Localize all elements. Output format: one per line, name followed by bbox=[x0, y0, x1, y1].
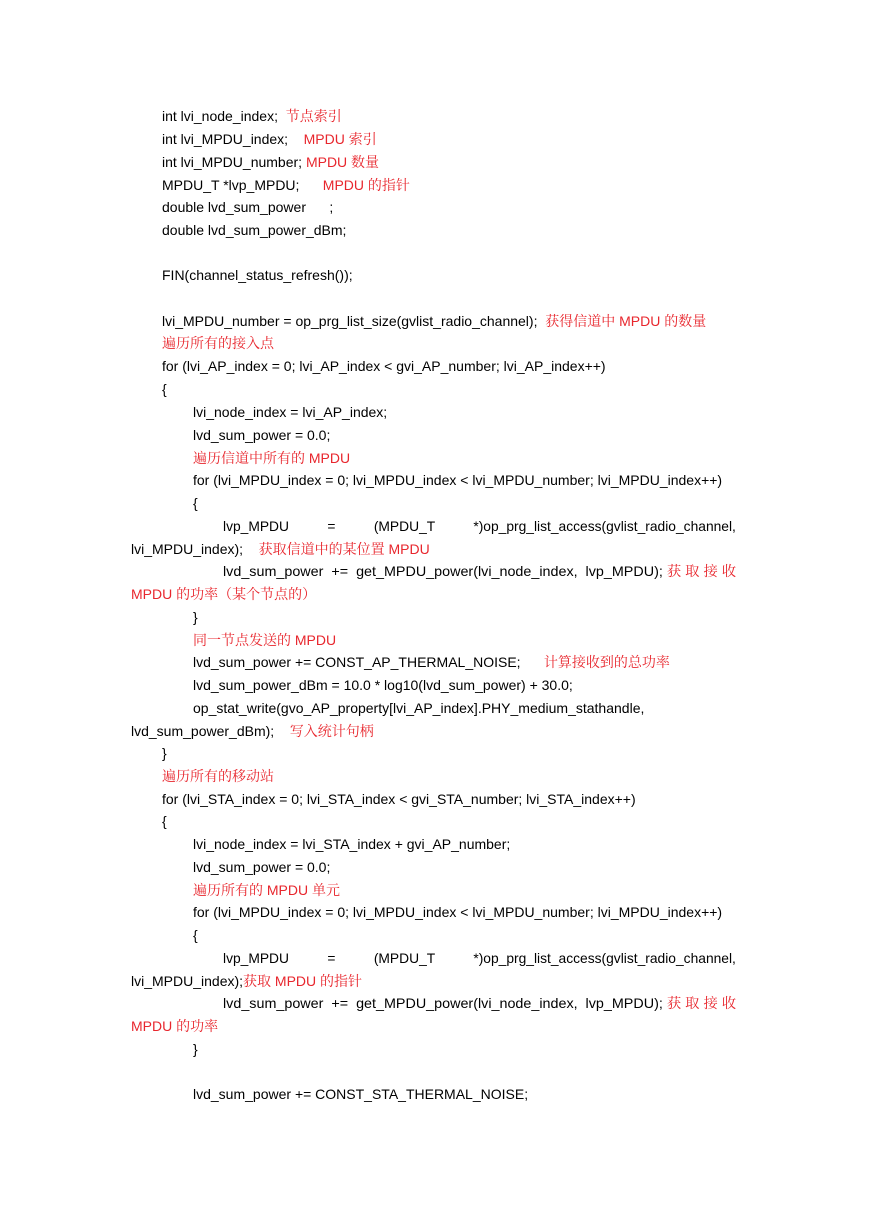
code-text: } bbox=[162, 745, 167, 761]
code-line bbox=[162, 107, 342, 125]
code-text: FIN(channel_status_refresh()); bbox=[162, 267, 353, 283]
code-line bbox=[131, 585, 316, 603]
code-text: for (lvi_STA_index = 0; lvi_STA_index < gvi_STA_number; lvi_STA_index++) bbox=[162, 791, 636, 807]
code-text: lvi_MPDU_index); bbox=[131, 541, 259, 557]
code-text: lvd_sum_power_dBm); bbox=[131, 723, 290, 739]
code-text: int lvi_node_index; bbox=[162, 108, 286, 124]
code-text: } bbox=[193, 609, 198, 625]
comment-text: MPDU 数量 bbox=[305, 154, 380, 170]
code-line bbox=[162, 221, 346, 239]
code-text: { bbox=[193, 495, 198, 511]
comment-text: 遍历信道中所有的 MPDU bbox=[193, 450, 351, 466]
code-line bbox=[162, 176, 410, 194]
code-text: op_stat_write(gvo_AP_property[lvi_AP_index].PHY_medium_stathandle, bbox=[193, 700, 645, 716]
code-line bbox=[193, 426, 330, 444]
code-text: lvd_sum_power = 0.0; bbox=[193, 427, 331, 443]
code-text: { bbox=[162, 381, 167, 397]
comment-text: 获 取 接 收 bbox=[666, 995, 737, 1011]
comment-text: 遍历所有的 MPDU 单元 bbox=[193, 882, 340, 898]
code-text: lvp_MPDU = (MPDU_T *)op_prg_list_access(gvlist_radio_channel, bbox=[223, 950, 736, 966]
code-line bbox=[223, 562, 736, 580]
code-line bbox=[162, 312, 706, 330]
code-line bbox=[193, 1085, 528, 1103]
code-text: lvi_MPDU_number = op_prg_list_size(gvlist_radio_channel); bbox=[162, 313, 546, 329]
code-line bbox=[162, 744, 167, 762]
code-text: double lvd_sum_power ; bbox=[162, 199, 334, 215]
code-text: lvi_MPDU_index); bbox=[131, 973, 244, 989]
code-line bbox=[162, 380, 167, 398]
code-line bbox=[223, 517, 736, 535]
code-text: lvd_sum_power_dBm = 10.0 * log10(lvd_sum_power) + 30.0; bbox=[193, 677, 573, 693]
code-line bbox=[193, 858, 330, 876]
code-text: lvi_node_index = lvi_AP_index; bbox=[193, 404, 388, 420]
comment-text: 获得信道中 MPDU 的数量 bbox=[545, 313, 707, 329]
code-text: { bbox=[193, 927, 198, 943]
code-text: lvd_sum_power = 0.0; bbox=[193, 859, 331, 875]
code-text: lvd_sum_power += get_MPDU_power(lvi_node_index, lvp_MPDU); bbox=[223, 995, 667, 1011]
code-line bbox=[131, 1017, 218, 1035]
comment-text: MPDU 索引 bbox=[303, 131, 377, 147]
code-text: lvd_sum_power += CONST_AP_THERMAL_NOISE; bbox=[193, 654, 544, 670]
code-line bbox=[193, 926, 198, 944]
code-text: MPDU_T *lvp_MPDU; bbox=[162, 177, 323, 193]
code-line bbox=[162, 266, 353, 284]
code-line bbox=[223, 994, 736, 1012]
code-text: lvd_sum_power += get_MPDU_power(lvi_node_index, lvp_MPDU); bbox=[223, 563, 667, 579]
comment-text: 遍历所有的接入点 bbox=[162, 335, 274, 351]
comment-text: MPDU 的功率（某个节点的） bbox=[131, 586, 317, 602]
comment-text: 同一节点发送的 MPDU bbox=[193, 632, 337, 648]
code-text: lvp_MPDU = (MPDU_T *)op_prg_list_access(gvlist_radio_channel, bbox=[223, 518, 736, 534]
code-line bbox=[131, 722, 374, 740]
code-text: for (lvi_AP_index = 0; lvi_AP_index < gvi_AP_number; lvi_AP_index++) bbox=[162, 358, 606, 374]
code-line bbox=[193, 1040, 198, 1058]
code-line bbox=[162, 334, 274, 352]
code-line bbox=[193, 653, 670, 671]
code-line bbox=[162, 198, 333, 216]
code-line bbox=[162, 130, 377, 148]
code-text: for (lvi_MPDU_index = 0; lvi_MPDU_index < lvi_MPDU_number; lvi_MPDU_index++) bbox=[193, 472, 723, 488]
code-line bbox=[193, 881, 340, 899]
comment-text: 获取 MPDU 的指针 bbox=[243, 973, 363, 989]
code-text: for (lvi_MPDU_index = 0; lvi_MPDU_index < lvi_MPDU_number; lvi_MPDU_index++) bbox=[193, 904, 723, 920]
code-text: lvi_node_index = lvi_STA_index + gvi_AP_number; bbox=[193, 836, 511, 852]
comment-text: 节点索引 bbox=[285, 108, 342, 124]
comment-text: 获 取 接 收 bbox=[666, 563, 737, 579]
code-line bbox=[131, 972, 362, 990]
code-line bbox=[193, 471, 722, 489]
comment-text: 写入统计句柄 bbox=[289, 723, 374, 739]
code-line bbox=[193, 449, 350, 467]
code-text: int lvi_MPDU_index; bbox=[162, 131, 304, 147]
code-text: lvd_sum_power += CONST_STA_THERMAL_NOISE; bbox=[193, 1086, 529, 1102]
code-line bbox=[162, 357, 606, 375]
comment-text: MPDU 的指针 bbox=[322, 177, 410, 193]
code-text: double lvd_sum_power_dBm; bbox=[162, 222, 347, 238]
code-line bbox=[223, 949, 736, 967]
code-line bbox=[193, 403, 387, 421]
code-line bbox=[162, 767, 274, 785]
comment-text: 获取信道中的某位置 MPDU bbox=[258, 541, 430, 557]
code-line bbox=[162, 812, 167, 830]
code-line bbox=[162, 790, 636, 808]
code-text: int lvi_MPDU_number; bbox=[162, 154, 306, 170]
code-text: { bbox=[162, 813, 167, 829]
code-line bbox=[162, 153, 379, 171]
code-text: } bbox=[193, 1041, 198, 1057]
code-line bbox=[193, 494, 198, 512]
code-line bbox=[193, 699, 644, 717]
comment-text: 计算接收到的总功率 bbox=[543, 654, 670, 670]
code-line bbox=[193, 676, 573, 694]
code-line bbox=[131, 540, 430, 558]
code-line bbox=[193, 903, 722, 921]
comment-text: MPDU 的功率 bbox=[131, 1018, 219, 1034]
code-line bbox=[193, 608, 198, 626]
code-line bbox=[193, 835, 510, 853]
code-line bbox=[193, 631, 336, 649]
comment-text: 遍历所有的移动站 bbox=[162, 768, 274, 784]
